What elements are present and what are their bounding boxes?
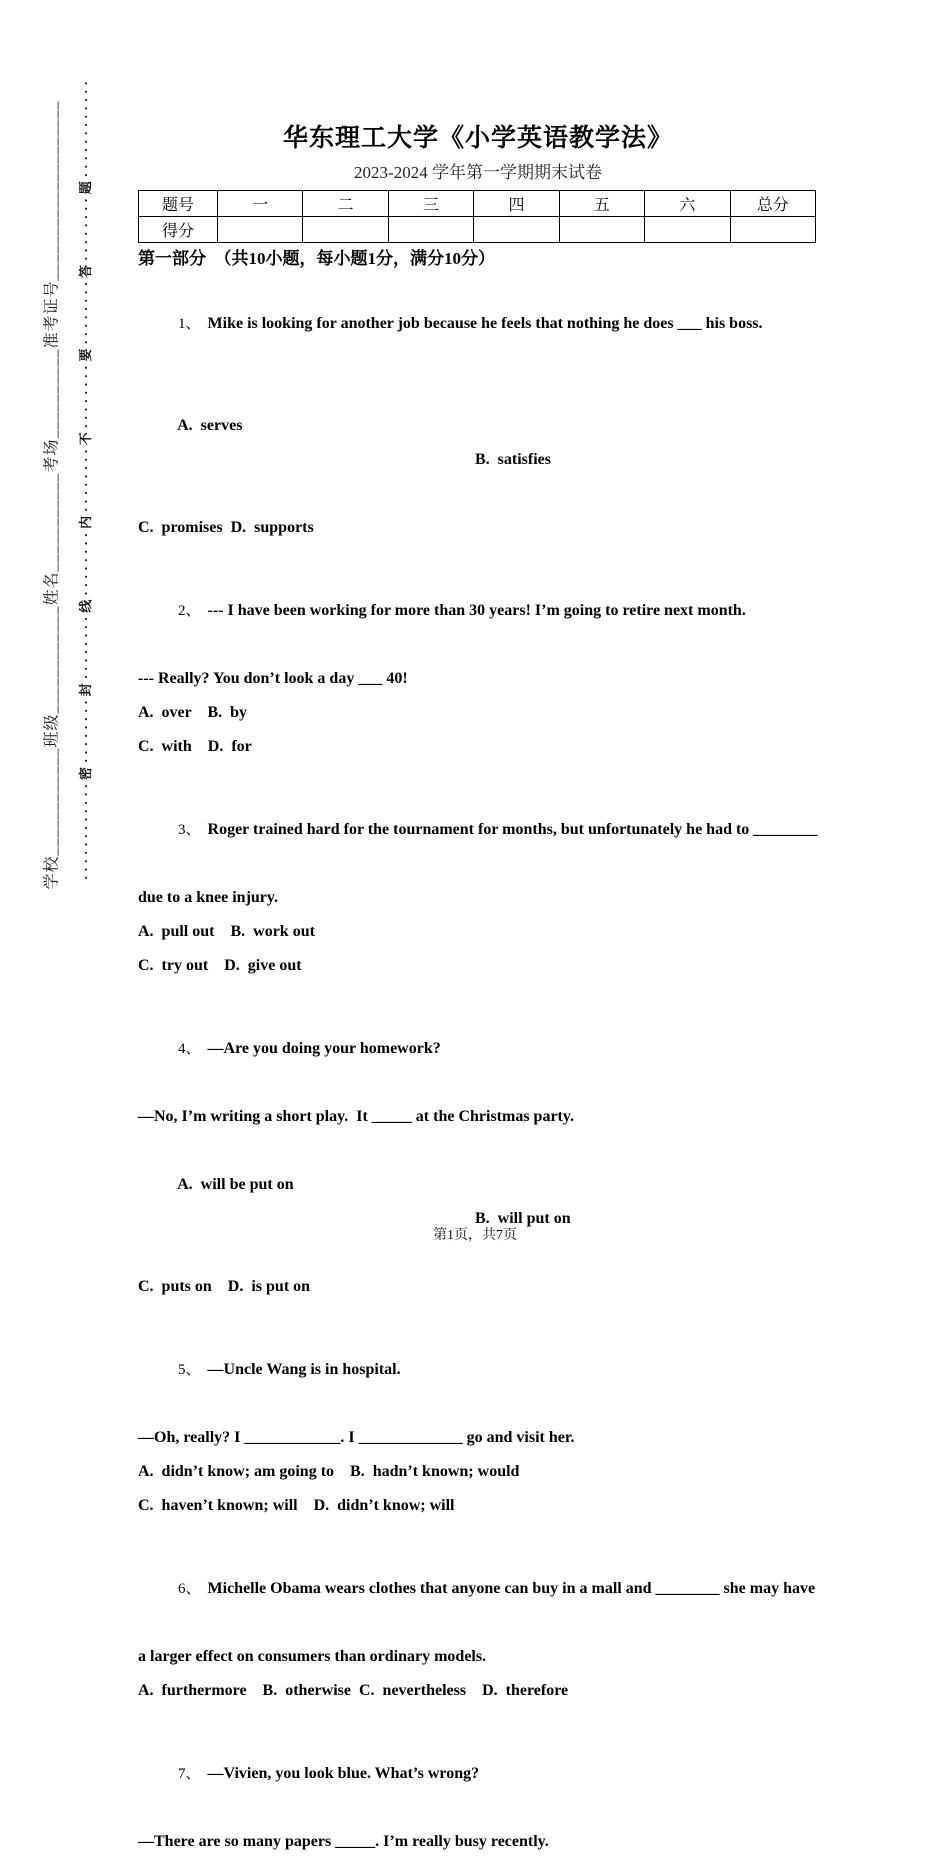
question-stem-line2: —No, I’m writing a short play. It _____ at the Christmas party. xyxy=(138,1108,574,1125)
score-table-score-row xyxy=(139,217,816,243)
option-row: C. try out D. give out xyxy=(138,957,302,974)
option-b: B. will put on xyxy=(475,1210,571,1227)
score-cell-empty xyxy=(730,217,815,243)
question-number: 3、 xyxy=(178,822,201,838)
question-stem-text: Mike is looking for another job because he feels that nothing he does ___ his boss. xyxy=(207,315,763,332)
question-number: 1、 xyxy=(178,316,201,332)
main-content xyxy=(138,0,818,1859)
option-row xyxy=(138,375,818,511)
question-1 xyxy=(138,273,818,545)
question-number: 6、 xyxy=(178,1581,201,1597)
score-cell-empty xyxy=(388,217,473,243)
seal-line xyxy=(56,77,93,909)
question-stem-text: --- I have been working for more than 30 years! I’m going to retire next month. xyxy=(207,602,746,619)
score-table-score-label: 得分 xyxy=(139,217,218,243)
page-title: 华东理工大学《小学英语教学法》 xyxy=(282,124,673,152)
score-cell-empty xyxy=(645,217,730,243)
score-cell-empty xyxy=(559,217,644,243)
option-row: A. didn’t know; am going to B. hadn’t known; would xyxy=(138,1463,520,1480)
score-table-column: 二 xyxy=(303,191,388,217)
question-number: 5、 xyxy=(178,1362,201,1378)
score-cell-empty xyxy=(303,217,388,243)
student-info-fields xyxy=(20,83,61,928)
page-subtitle: 2023-2024 学年第一学期期末试卷 xyxy=(354,163,602,182)
option-row: A. furthermore B. otherwise C. nevertheless D. therefore xyxy=(138,1682,569,1699)
question-stem-text: —Are you doing your homework? xyxy=(207,1040,441,1057)
question-stem xyxy=(138,560,818,662)
score-table-column: 五 xyxy=(559,191,644,217)
question-stem-line2: due to a knee injury. xyxy=(138,889,279,906)
question-7 xyxy=(138,1723,818,1859)
score-table-column: 六 xyxy=(645,191,730,217)
option-row: A. pull out B. work out xyxy=(138,923,315,940)
question-stem-line2: —There are so many papers _____. I’m really busy recently. xyxy=(138,1833,549,1850)
question-4 xyxy=(138,998,818,1304)
question-stem xyxy=(138,273,818,375)
seal-line-text: ············密········封········线········内········不········要········答········题············ xyxy=(78,77,93,880)
score-table-column: 一 xyxy=(218,191,303,217)
page-footer: 第1页，共7页 xyxy=(433,1228,517,1243)
option-row: C. puts on D. is put on xyxy=(138,1278,311,1295)
score-table xyxy=(138,190,816,243)
score-table-header-row xyxy=(139,191,816,217)
question-stem xyxy=(138,1319,818,1421)
option-row: C. haven’t known; will D. didn’t know; will xyxy=(138,1497,455,1514)
score-table-row-label: 题号 xyxy=(139,191,218,217)
question-stem-text: —Vivien, you look blue. What’s wrong? xyxy=(207,1765,480,1782)
score-table-column: 四 xyxy=(474,191,559,217)
score-table-column: 总分 xyxy=(730,191,815,217)
score-cell-empty xyxy=(474,217,559,243)
question-list xyxy=(138,273,818,1859)
question-5 xyxy=(138,1319,818,1523)
option-b: B. satisfies xyxy=(475,451,551,468)
score-table-column: 三 xyxy=(388,191,473,217)
question-stem-text: —Uncle Wang is in hospital. xyxy=(207,1361,401,1378)
question-number: 2、 xyxy=(178,603,201,619)
option-row: C. promises D. supports xyxy=(138,519,314,536)
student-info-fields-text: 学校____________班级____________姓名___________考场__________准考证号____________________ xyxy=(43,100,61,890)
question-stem-text: Michelle Obama wears clothes that anyone can buy in a mall and ________ she may have xyxy=(207,1580,816,1597)
question-stem-line2: --- Really? You don’t look a day ___ 40! xyxy=(138,670,408,687)
question-6 xyxy=(138,1538,818,1708)
question-stem xyxy=(138,1538,818,1640)
question-stem-line2: a larger effect on consumers than ordinary models. xyxy=(138,1648,487,1665)
score-cell-empty xyxy=(218,217,303,243)
question-stem xyxy=(138,779,818,881)
option-a: A. will be put on xyxy=(177,1176,294,1193)
question-number: 7、 xyxy=(178,1766,201,1782)
option-a: A. serves xyxy=(177,417,243,434)
question-2 xyxy=(138,560,818,764)
option-row: A. over B. by xyxy=(138,704,248,721)
option-row: C. with D. for xyxy=(138,738,252,755)
question-stem xyxy=(138,1723,818,1825)
section-heading: 第一部分 （共10小题，每小题1分，满分10分） xyxy=(138,249,495,268)
question-3 xyxy=(138,779,818,983)
question-stem-line2: —Oh, really? I ____________. I _____________ go and visit her. xyxy=(138,1429,575,1446)
question-number: 4、 xyxy=(178,1041,201,1057)
question-stem-text: Roger trained hard for the tournament for months, but unfortunately he had to ________ xyxy=(207,821,818,838)
question-stem xyxy=(138,998,818,1100)
option-row xyxy=(138,1134,818,1270)
